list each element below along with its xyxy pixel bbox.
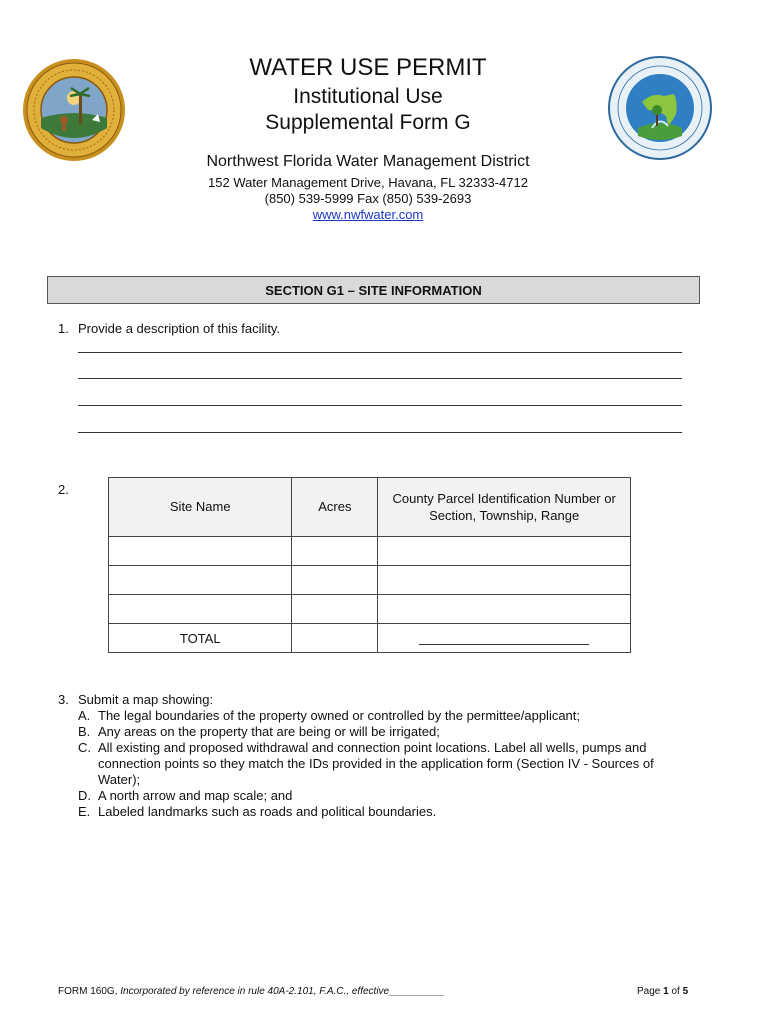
district-phone: (850) 539-5999 Fax (850) 539-2693 (264, 191, 472, 206)
parcel-id-cell[interactable] (378, 595, 631, 624)
site-info-table (108, 477, 631, 653)
list-item-text: All existing and proposed withdrawal and connection point locations. Label all wells, pumps and connection points so they match the IDs provided in the application form (Section IV - Sources of Water); (98, 740, 654, 787)
section-g1-header: SECTION G1 – SITE INFORMATION (47, 276, 700, 304)
column-header-county-parcel: County Parcel Identification Number or Section, Township, Range (378, 478, 631, 537)
description-line-4[interactable] (78, 432, 682, 433)
parcel-id-cell[interactable] (378, 566, 631, 595)
acres-cell[interactable] (292, 566, 378, 595)
table-header-row (109, 478, 631, 537)
footer-incorporated-text: Incorporated by reference in rule 40A-2.101, F.A.C., effective__________ (120, 986, 445, 997)
list-item-letter: E. (78, 804, 91, 819)
page-title: WATER USE PERMIT (249, 54, 487, 81)
list-item-text: Any areas on the property that are being or will be irrigated; (98, 724, 440, 739)
map-requirements-list (58, 708, 698, 820)
district-website-link[interactable]: www.nwfwater.com (312, 207, 424, 222)
list-item (58, 804, 698, 820)
column-header-acres: Acres (292, 478, 378, 537)
site-name-cell[interactable] (109, 537, 292, 566)
total-row (109, 624, 631, 653)
list-item-letter: C. (78, 740, 91, 755)
list-item (58, 788, 698, 804)
district-name: Northwest Florida Water Management District (206, 153, 530, 170)
district-address: 152 Water Management Drive, Havana, FL 32333-4712 (208, 175, 528, 190)
question-1 (58, 321, 280, 337)
question-1-number: 1. (58, 321, 69, 336)
total-label: TOTAL (109, 624, 292, 653)
page-number (637, 986, 688, 997)
acres-cell[interactable] (292, 595, 378, 624)
florida-state-seal-icon (22, 58, 126, 162)
question-1-text: Provide a description of this facility. (78, 321, 281, 336)
form-subtitle-form: Supplemental Form G (265, 111, 471, 134)
site-name-cell[interactable] (109, 595, 292, 624)
list-item (58, 740, 698, 788)
nwfwmd-logo-icon (608, 56, 712, 160)
description-line-1[interactable] (78, 352, 682, 353)
form-subtitle-use: Institutional Use (293, 85, 443, 108)
footer-form-number: FORM 160G, (58, 986, 118, 997)
question-3-intro: Submit a map showing: (78, 692, 214, 707)
total-blank-line[interactable] (419, 633, 589, 645)
page-of: of (671, 986, 680, 997)
list-item (58, 708, 698, 724)
list-item (58, 724, 698, 740)
list-item-letter: D. (78, 788, 91, 803)
total-acres-cell[interactable] (292, 624, 378, 653)
list-item-text: A north arrow and map scale; and (98, 788, 293, 803)
column-header-site-name: Site Name (109, 478, 292, 537)
total-parcel-cell[interactable] (378, 624, 631, 653)
page-current: 1 (663, 986, 669, 997)
list-item-letter: B. (78, 724, 91, 739)
acres-cell[interactable] (292, 537, 378, 566)
list-item-letter: A. (78, 708, 91, 723)
description-line-2[interactable] (78, 378, 682, 379)
table-row (109, 566, 631, 595)
description-line-3[interactable] (78, 405, 682, 406)
footer-form-reference (58, 986, 445, 997)
list-item-text: The legal boundaries of the property owned or controlled by the permittee/applicant; (98, 708, 581, 723)
list-item-text: Labeled landmarks such as roads and political boundaries. (98, 804, 437, 819)
question-2-number: 2. (58, 482, 69, 497)
site-name-cell[interactable] (109, 566, 292, 595)
table-row (109, 537, 631, 566)
parcel-id-cell[interactable] (378, 537, 631, 566)
table-row (109, 595, 631, 624)
page-prefix: Page (637, 986, 661, 997)
question-3 (58, 692, 698, 820)
page-total: 5 (682, 986, 689, 997)
question-3-number: 3. (58, 692, 69, 707)
